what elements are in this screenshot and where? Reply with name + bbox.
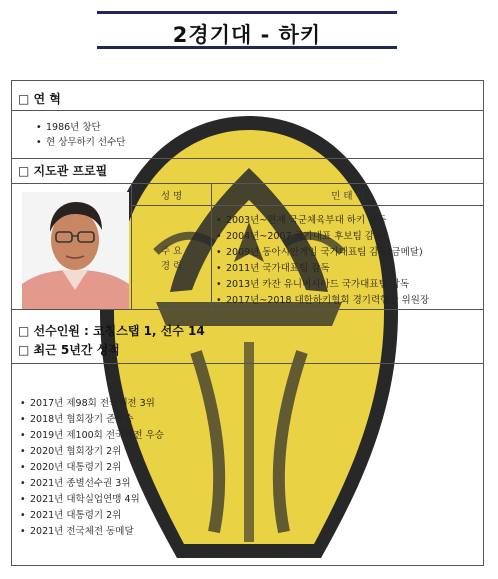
squad-heading: □ 선수인원 : 코칭스탭 1, 선수 14 — [18, 324, 205, 338]
history-heading: □ 연 혁 — [18, 92, 61, 106]
result-item: • 2019년 제100회 전국체전 우승 — [20, 430, 164, 441]
career-label: 주 요 — [160, 246, 183, 257]
history-item: • 1986년 창단 — [36, 122, 101, 133]
title-banner — [97, 11, 397, 49]
result-item: • 2021년 대통령기 2위 — [20, 510, 122, 521]
career-item: • 2017년~2018 대한하키협회 경기력향상 위원장 — [216, 295, 430, 306]
coach-name: 민 태 석 — [331, 191, 365, 202]
results-heading: □ 최근 5년간 성적 — [18, 343, 120, 357]
career-label: 경 력 — [160, 261, 183, 272]
career-item: • 2004년~2007 국가대표 후보팀 감독 — [216, 231, 384, 242]
result-item: • 2018년 협회장기 준우승 — [20, 414, 134, 425]
history-item: • 현 상무하키 선수단 — [36, 137, 126, 148]
result-item: • 2020년 협회장기 2위 — [20, 446, 122, 457]
career-item: • 2009년 동아시안게임 국가대표팀 감독(금메달) — [216, 247, 423, 258]
result-item: • 2021년 전국체전 동메달 — [20, 526, 134, 537]
coach-photo — [22, 192, 129, 309]
page-title: 2경기대 - 하키 — [172, 23, 322, 47]
result-item: • 2021년 종별선수권 3위 — [20, 478, 131, 489]
result-item: • 2017년 제98회 전국체전 3위 — [20, 398, 155, 409]
career-item: • 2013년 카잔 유니버시아드 국가대표팀 감독 — [216, 279, 410, 290]
coach-heading: □ 지도관 프로필 — [18, 164, 108, 178]
name-label: 성 명 — [160, 191, 183, 202]
career-item: • 2003년~현재 국군체육부대 하키 감독 — [216, 215, 387, 226]
result-item: • 2021년 대학실업연맹 4위 — [20, 494, 140, 505]
result-item: • 2020년 대통령기 2위 — [20, 462, 122, 473]
career-item: • 2011년 국가대표팀 감독 — [216, 263, 330, 274]
